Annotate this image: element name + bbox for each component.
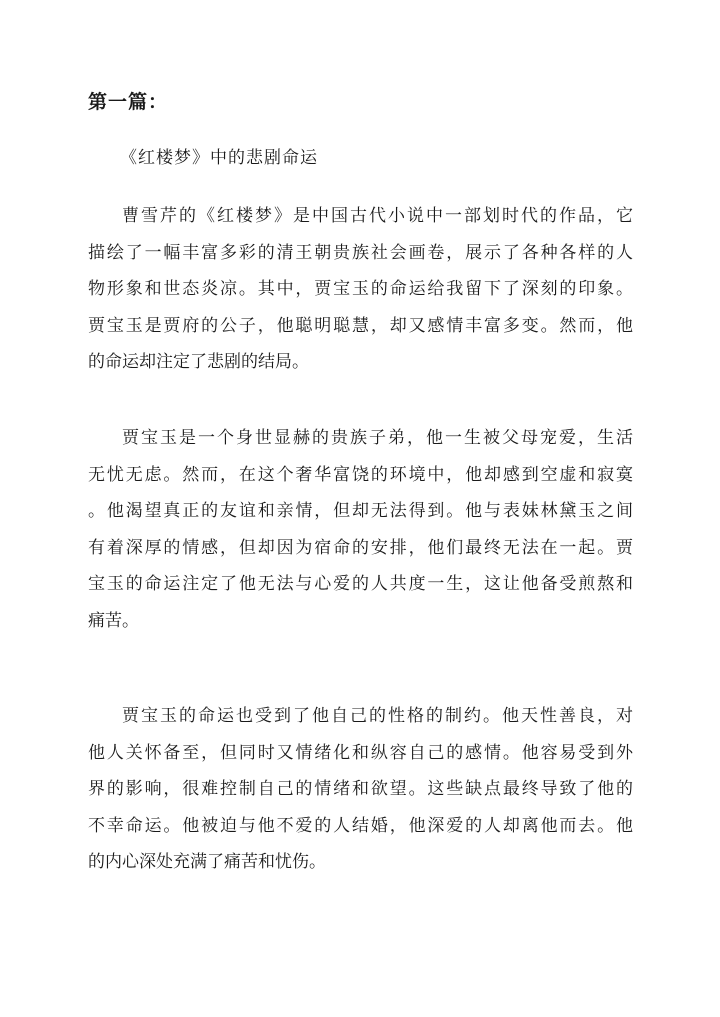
paragraph-line: 贾宝玉是贾府的公子，他聪明聪慧，却又感情丰富多变。然而，他 <box>88 315 633 336</box>
paragraph-line: 有着深厚的情感，但却因为宿命的安排，他们最终无法在一起。贾 <box>88 537 633 558</box>
paragraph-line: 贾宝玉的命运也受到了他自己的性格的制约。他天性善良，对 <box>122 706 633 726</box>
paragraph-line: 的命运却注定了悲剧的结局。 <box>88 352 309 372</box>
paragraph-line: 曹雪芹的《红楼梦》是中国古代小说中一部划时代的作品，它 <box>122 206 633 226</box>
paragraph-line: 描绘了一幅丰富多彩的清王朝贵族社会画卷，展示了各种各样的人 <box>88 242 633 263</box>
paragraph-line: 物形象和世态炎凉。其中，贾宝玉的命运给我留下了深刻的印象。 <box>88 279 633 299</box>
paragraph-line: 界的影响，很难控制自己的情绪和欲望。这些缺点最终导致了他的 <box>88 779 633 799</box>
paragraph-line: 。他渴望真正的友谊和亲情，但却无法得到。他与表妹林黛玉之间 <box>88 501 633 521</box>
paragraph-line: 的内心深处充满了痛苦和忧伤。 <box>88 852 326 872</box>
paragraph-line: 无忧无虑。然而，在这个奢华富饶的环境中，他却感到空虚和寂寞 <box>88 464 633 485</box>
paragraph-line: 不幸命运。他被迫与他不爱的人结婚，他深爱的人却离他而去。他 <box>88 815 633 836</box>
paragraph-line: 痛苦。 <box>88 610 139 631</box>
paragraph-line: 贾宝玉是一个身世显赫的贵族子弟，他一生被父母宠爱，生活 <box>122 428 633 448</box>
paragraph-1 <box>88 198 633 381</box>
section-heading: 第一篇： <box>88 91 169 113</box>
essay-title: 《红楼梦》中的悲剧命运 <box>120 148 318 168</box>
paragraph-line: 宝玉的命运注定了他无法与心爱的人共度一生，这让他备受煎熬和 <box>88 574 633 594</box>
paragraph-2 <box>88 420 633 639</box>
paragraph-line: 他人关怀备至，但同时又情绪化和纵容自己的感情。他容易受到外 <box>88 742 633 763</box>
paragraph-3 <box>88 698 633 881</box>
